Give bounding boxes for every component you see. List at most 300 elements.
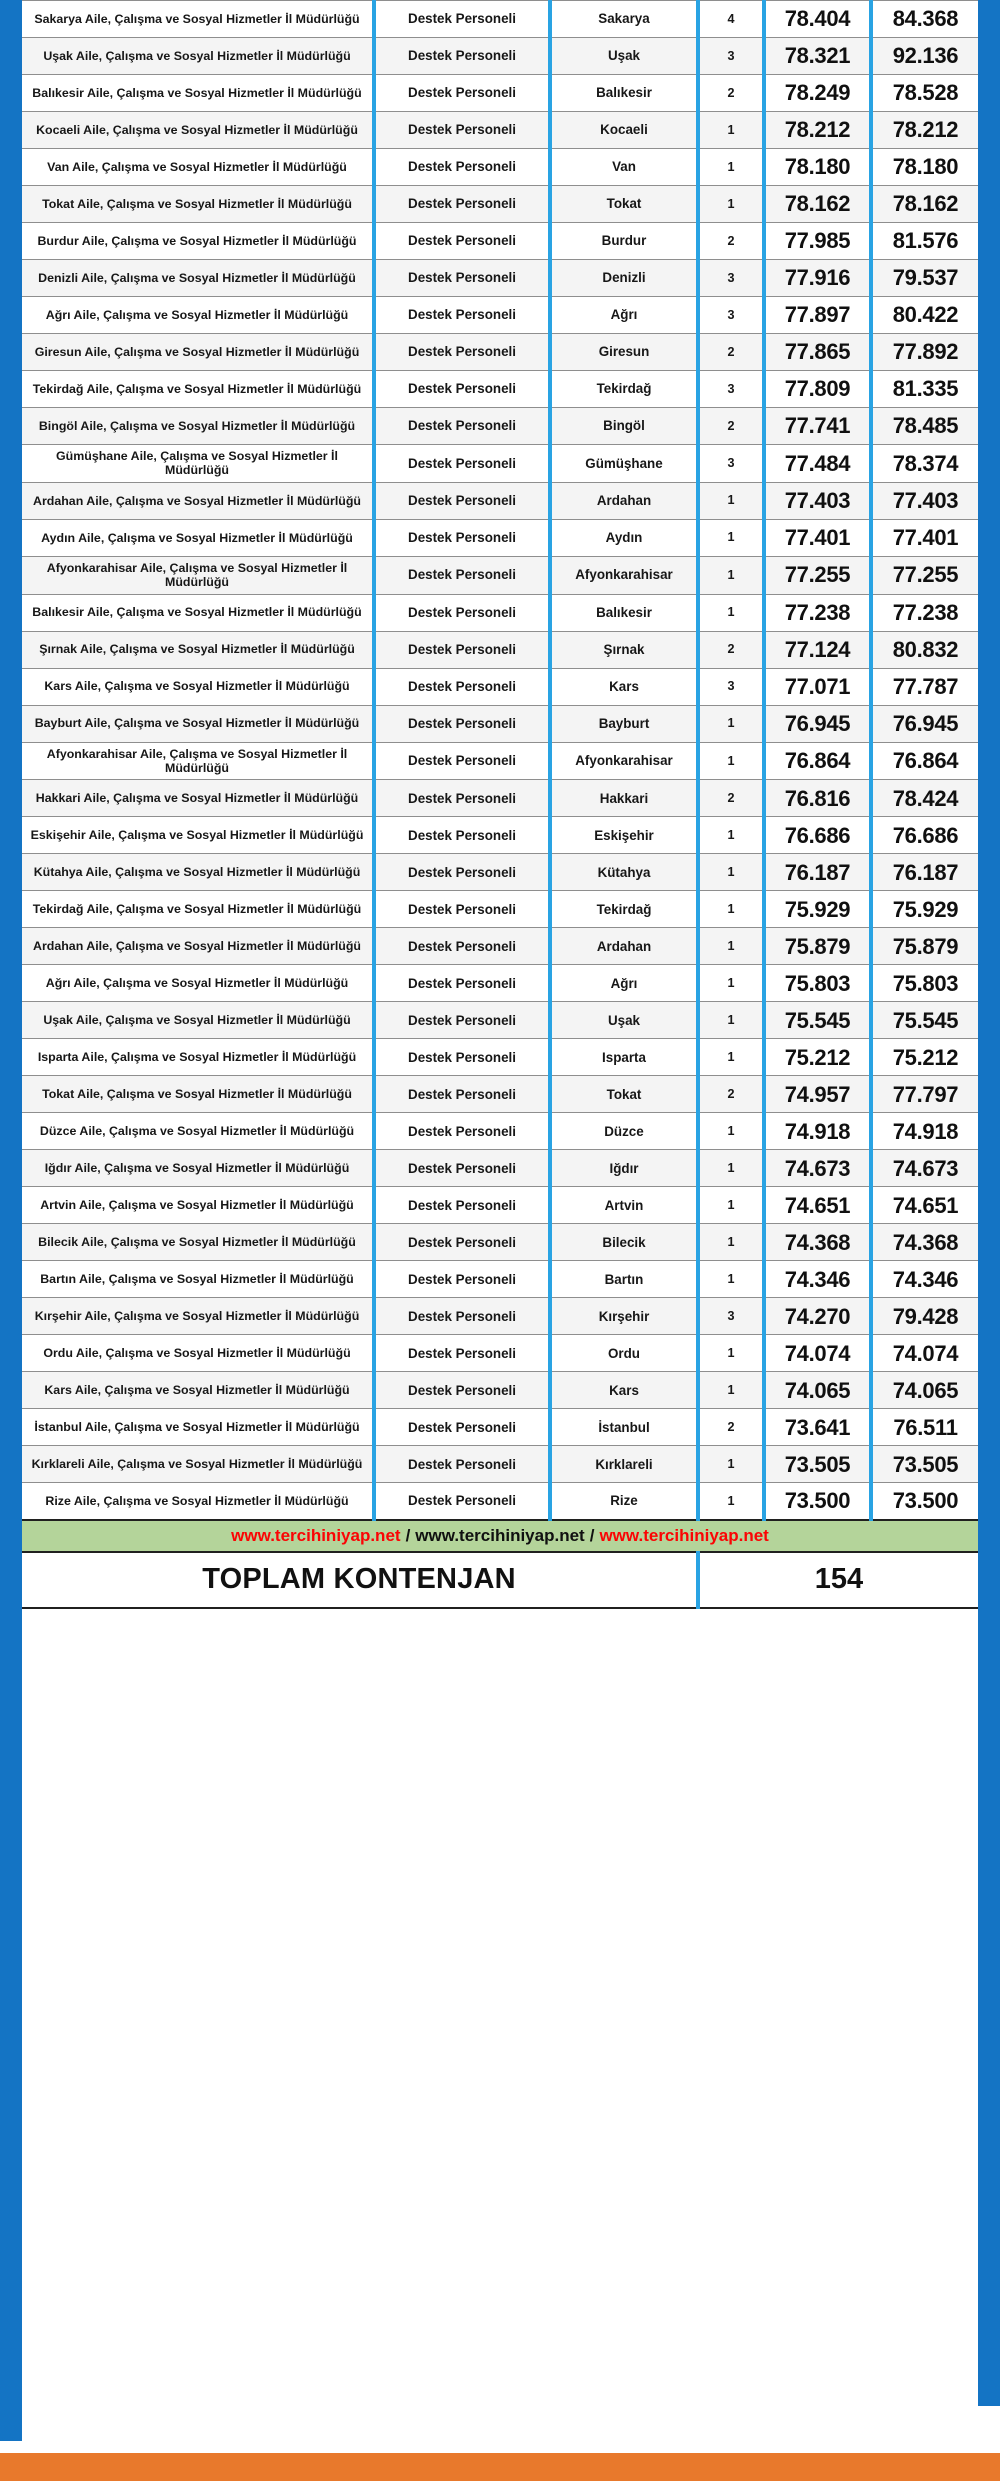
table-row: [22, 742, 978, 780]
cell-max-puan-cell: [871, 891, 978, 928]
cell-il-cell: [550, 1187, 698, 1224]
cell-min-puan: 75.803: [784, 970, 851, 996]
cell-il: Kars: [609, 678, 639, 694]
cell-min-puan-cell: [764, 742, 871, 780]
table-row: [22, 1372, 978, 1409]
cell-unvan-cell: [374, 1298, 550, 1335]
cell-min-puan-cell: [764, 1446, 871, 1483]
cell-kontenjan-cell: [698, 1224, 764, 1261]
cell-min-puan: 74.270: [784, 1303, 851, 1329]
cell-unvan-cell: [374, 1261, 550, 1298]
cell-il: Ordu: [608, 1345, 640, 1361]
cell-min-puan-cell: [764, 1298, 871, 1335]
cell-unvan: Destek Personeli: [408, 1234, 516, 1250]
cell-kurum: Uşak Aile, Çalışma ve Sosyal Hizmetler İl Müdürlüğü: [43, 1013, 351, 1028]
cell-max-puan-cell: [871, 928, 978, 965]
cell-kurum-cell: [22, 1113, 374, 1150]
cell-kurum: Burdur Aile, Çalışma ve Sosyal Hizmetler İl Müdürlüğü: [37, 233, 357, 248]
cell-kontenjan: 1: [727, 1383, 735, 1398]
table-row: [22, 965, 978, 1002]
cell-max-puan: 75.803: [892, 970, 959, 996]
cell-kontenjan: 1: [727, 122, 735, 137]
cell-kurum: Giresun Aile, Çalışma ve Sosyal Hizmetler İl Müdürlüğü: [34, 344, 360, 359]
cell-kurum-cell: [22, 149, 374, 186]
cell-kurum: Isparta Aile, Çalışma ve Sosyal Hizmetler İl Müdürlüğü: [37, 1050, 357, 1065]
table-row: [22, 928, 978, 965]
cell-min-puan: 77.741: [784, 413, 851, 439]
cell-il-cell: [550, 817, 698, 854]
cell-il: Isparta: [602, 1049, 646, 1065]
cell-kontenjan: 2: [727, 1087, 735, 1102]
cell-kurum-cell: [22, 297, 374, 334]
cell-kurum-cell: [22, 519, 374, 556]
cell-il: Kırşehir: [598, 1308, 650, 1324]
cell-il: Rize: [610, 1493, 638, 1509]
cell-il-cell: [550, 408, 698, 445]
cell-min-puan: 77.238: [784, 599, 851, 625]
cell-max-puan-cell: [871, 1446, 978, 1483]
cell-kontenjan: 2: [727, 344, 735, 359]
cell-max-puan-cell: [871, 817, 978, 854]
cell-min-puan: 74.346: [784, 1266, 851, 1292]
cell-kontenjan-cell: [698, 965, 764, 1002]
table-row: [22, 1039, 978, 1076]
cell-max-puan: 76.864: [892, 748, 959, 774]
cell-max-puan-cell: [871, 631, 978, 668]
cell-unvan-cell: [374, 891, 550, 928]
cell-kurum: Denizli Aile, Çalışma ve Sosyal Hizmetler İl Müdürlüğü: [38, 270, 356, 285]
cell-il-cell: [550, 854, 698, 891]
cell-il: Uşak: [607, 48, 640, 64]
cell-kontenjan: 1: [727, 939, 735, 954]
cell-unvan-cell: [374, 223, 550, 260]
cell-kurum-cell: [22, 1372, 374, 1409]
table-row: [22, 1, 978, 38]
cell-kontenjan-cell: [698, 1002, 764, 1039]
cell-min-puan: 77.865: [784, 339, 851, 365]
cell-max-puan: 77.255: [892, 562, 959, 588]
cell-max-puan: 78.528: [892, 80, 959, 106]
cell-min-puan: 74.651: [784, 1192, 851, 1218]
cell-max-puan: 73.505: [892, 1451, 959, 1477]
cell-min-puan: 74.074: [784, 1340, 851, 1366]
cell-kurum-cell: [22, 965, 374, 1002]
cell-unvan: Destek Personeli: [408, 1382, 516, 1398]
cell-unvan: Destek Personeli: [408, 864, 516, 880]
cell-il-cell: [550, 1298, 698, 1335]
cell-kurum-cell: [22, 1002, 374, 1039]
cell-max-puan-cell: [871, 780, 978, 817]
cell-kurum: Balıkesir Aile, Çalışma ve Sosyal Hizmetler İl Müdürlüğü: [32, 85, 362, 100]
cell-min-puan: 77.897: [784, 302, 851, 328]
table-row: [22, 38, 978, 75]
cell-kurum: Bingöl Aile, Çalışma ve Sosyal Hizmetler İl Müdürlüğü: [38, 418, 356, 433]
cell-kontenjan: 1: [727, 828, 735, 843]
cell-kontenjan: 2: [727, 85, 735, 100]
cell-il: Uşak: [607, 1012, 640, 1028]
cell-kurum-cell: [22, 1261, 374, 1298]
table-row: [22, 1261, 978, 1298]
cell-kurum: Kars Aile, Çalışma ve Sosyal Hizmetler İl Müdürlüğü: [44, 679, 350, 694]
cell-kontenjan-cell: [698, 1261, 764, 1298]
cell-unvan: Destek Personeli: [408, 753, 516, 769]
cell-unvan-cell: [374, 297, 550, 334]
cell-unvan: Destek Personeli: [408, 233, 516, 249]
cell-il-cell: [550, 149, 698, 186]
cell-max-puan-cell: [871, 1, 978, 38]
cell-kontenjan-cell: [698, 1, 764, 38]
cell-max-puan-cell: [871, 38, 978, 75]
cell-kontenjan: 3: [727, 48, 735, 63]
cell-il: Ağrı: [610, 307, 638, 323]
cell-kontenjan-cell: [698, 149, 764, 186]
cell-kontenjan: 2: [727, 1420, 735, 1435]
cell-min-puan-cell: [764, 1113, 871, 1150]
cell-max-puan: 77.401: [892, 525, 959, 551]
cell-kurum-cell: [22, 334, 374, 371]
cell-min-puan-cell: [764, 594, 871, 631]
cell-il-cell: [550, 75, 698, 112]
table-row: [22, 149, 978, 186]
cell-min-puan-cell: [764, 149, 871, 186]
cell-il: Kocaeli: [600, 122, 648, 138]
cell-il: Bilecik: [602, 1234, 646, 1250]
cell-il: İstanbul: [598, 1419, 650, 1435]
cell-min-puan-cell: [764, 519, 871, 556]
cell-max-puan: 78.180: [892, 154, 959, 180]
cell-unvan: Destek Personeli: [408, 1049, 516, 1065]
cell-max-puan: 79.537: [892, 265, 959, 291]
cell-min-puan: 76.686: [784, 822, 851, 848]
cell-unvan-cell: [374, 1187, 550, 1224]
cell-kontenjan: 1: [727, 1050, 735, 1065]
cell-min-puan-cell: [764, 186, 871, 223]
cell-min-puan-cell: [764, 631, 871, 668]
cell-kontenjan: 1: [727, 1013, 735, 1028]
cell-unvan: Destek Personeli: [408, 270, 516, 286]
cell-unvan-cell: [374, 668, 550, 705]
kontenjan-table: [22, 0, 978, 1609]
cell-max-puan: 75.545: [892, 1007, 959, 1033]
cell-max-puan: 77.403: [892, 488, 959, 514]
cell-min-puan: 78.162: [784, 191, 851, 217]
table-row: [22, 1298, 978, 1335]
cell-unvan-cell: [374, 1039, 550, 1076]
cell-max-puan-cell: [871, 668, 978, 705]
cell-kontenjan-cell: [698, 1076, 764, 1113]
cell-il: Eskişehir: [594, 827, 654, 843]
cell-il: Hakkari: [599, 790, 649, 806]
cell-unvan: Destek Personeli: [408, 604, 516, 620]
cell-il-cell: [550, 223, 698, 260]
cell-min-puan: 74.957: [784, 1081, 851, 1107]
cell-kontenjan: 4: [727, 11, 735, 26]
cell-kurum: Bartın Aile, Çalışma ve Sosyal Hizmetler İl Müdürlüğü: [40, 1272, 354, 1287]
cell-il: Kırklareli: [595, 1456, 653, 1472]
cell-unvan-cell: [374, 482, 550, 519]
cell-kurum: Rize Aile, Çalışma ve Sosyal Hizmetler İl Müdürlüğü: [45, 1493, 349, 1508]
cell-kurum-cell: [22, 1298, 374, 1335]
cell-unvan-cell: [374, 260, 550, 297]
cell-kurum: Aydın Aile, Çalışma ve Sosyal Hizmetler İl Müdürlüğü: [41, 530, 353, 545]
table-row: [22, 1002, 978, 1039]
cell-min-puan-cell: [764, 1372, 871, 1409]
cell-max-puan-cell: [871, 75, 978, 112]
cell-max-puan: 81.335: [892, 376, 959, 402]
cell-min-puan: 77.403: [784, 488, 851, 514]
cell-max-puan-cell: [871, 1483, 978, 1520]
cell-kontenjan: 3: [727, 270, 735, 285]
cell-unvan: Destek Personeli: [408, 418, 516, 434]
cell-kurum: Tekirdağ Aile, Çalışma ve Sosyal Hizmetler İl Müdürlüğü: [32, 381, 362, 396]
cell-unvan-cell: [374, 556, 550, 594]
right-blue-frame: [978, 0, 1000, 2406]
cell-min-puan-cell: [764, 1076, 871, 1113]
cell-max-puan-cell: [871, 705, 978, 742]
cell-kontenjan: 2: [727, 418, 735, 433]
cell-min-puan: 78.212: [784, 117, 851, 143]
cell-il-cell: [550, 1261, 698, 1298]
cell-min-puan: 74.918: [784, 1118, 851, 1144]
cell-kurum: Kütahya Aile, Çalışma ve Sosyal Hizmetler İl Müdürlüğü: [33, 865, 361, 880]
cell-kurum-cell: [22, 260, 374, 297]
table-row: [22, 631, 978, 668]
cell-unvan: Destek Personeli: [408, 1345, 516, 1361]
cell-kontenjan: 1: [727, 1198, 735, 1213]
cell-min-puan-cell: [764, 445, 871, 483]
cell-unvan-cell: [374, 965, 550, 1002]
cell-unvan: Destek Personeli: [408, 901, 516, 917]
cell-min-puan-cell: [764, 223, 871, 260]
cell-min-puan-cell: [764, 408, 871, 445]
cell-kontenjan: 1: [727, 1235, 735, 1250]
site-link-1[interactable]: www.tercihiniyap.net: [231, 1525, 401, 1545]
cell-kontenjan: 2: [727, 791, 735, 806]
cell-il-cell: [550, 742, 698, 780]
cell-min-puan-cell: [764, 297, 871, 334]
cell-kurum-cell: [22, 928, 374, 965]
cell-max-puan: 74.918: [892, 1118, 959, 1144]
cell-max-puan-cell: [871, 371, 978, 408]
cell-kurum-cell: [22, 742, 374, 780]
cell-max-puan: 81.576: [892, 228, 959, 254]
cell-min-puan: 75.545: [784, 1007, 851, 1033]
cell-il-cell: [550, 371, 698, 408]
cell-kurum: Afyonkarahisar Aile, Çalışma ve Sosyal Hizmetler İl Müdürlüğü: [46, 560, 348, 590]
table-row: [22, 1187, 978, 1224]
cell-max-puan: 76.187: [892, 859, 959, 885]
cell-max-puan: 80.832: [892, 636, 959, 662]
cell-kurum-cell: [22, 1187, 374, 1224]
cell-il-cell: [550, 297, 698, 334]
cell-il: Gümüşhane: [585, 455, 663, 471]
table-row: [22, 1409, 978, 1446]
cell-min-puan: 73.500: [784, 1488, 851, 1514]
cell-il: Giresun: [598, 344, 650, 360]
cell-unvan-cell: [374, 38, 550, 75]
cell-kurum: Artvin Aile, Çalışma ve Sosyal Hizmetler İl Müdürlüğü: [40, 1198, 354, 1213]
table-row: [22, 1224, 978, 1261]
cell-il-cell: [550, 38, 698, 75]
cell-kurum-cell: [22, 112, 374, 149]
cell-unvan-cell: [374, 334, 550, 371]
cell-kurum-cell: [22, 186, 374, 223]
cell-il: Kütahya: [597, 864, 651, 880]
cell-unvan: Destek Personeli: [408, 1012, 516, 1028]
table-row: [22, 668, 978, 705]
cell-kontenjan: 1: [727, 493, 735, 508]
website-banner: [22, 1521, 978, 1551]
cell-kontenjan-cell: [698, 928, 764, 965]
cell-kurum-cell: [22, 556, 374, 594]
table-body: [22, 1, 978, 1520]
cell-il: Iğdır: [609, 1160, 639, 1176]
cell-kontenjan: 1: [727, 196, 735, 211]
table-row: [22, 891, 978, 928]
cell-il-cell: [550, 112, 698, 149]
cell-kontenjan: 1: [727, 530, 735, 545]
cell-kurum: Iğdır Aile, Çalışma ve Sosyal Hizmetler İl Müdürlüğü: [44, 1161, 350, 1176]
cell-max-puan: 79.428: [892, 1303, 959, 1329]
cell-kurum-cell: [22, 891, 374, 928]
cell-kontenjan: 3: [727, 1309, 735, 1324]
cell-unvan-cell: [374, 742, 550, 780]
cell-unvan-cell: [374, 149, 550, 186]
cell-min-puan: 77.985: [784, 228, 851, 254]
cell-unvan: Destek Personeli: [408, 122, 516, 138]
total-quota-label: TOPLAM KONTENJAN: [202, 1563, 516, 1596]
cell-kurum: Kırşehir Aile, Çalışma ve Sosyal Hizmetler İl Müdürlüğü: [34, 1309, 360, 1324]
cell-unvan: Destek Personeli: [408, 85, 516, 101]
table-row: [22, 519, 978, 556]
cell-kurum: Kocaeli Aile, Çalışma ve Sosyal Hizmetler İl Müdürlüğü: [36, 122, 358, 137]
cell-kontenjan-cell: [698, 445, 764, 483]
cell-kontenjan-cell: [698, 260, 764, 297]
cell-il: Bartın: [604, 1271, 644, 1287]
cell-kurum: Uşak Aile, Çalışma ve Sosyal Hizmetler İl Müdürlüğü: [43, 48, 351, 63]
cell-unvan: Destek Personeli: [408, 1308, 516, 1324]
cell-unvan-cell: [374, 445, 550, 483]
cell-kurum-cell: [22, 1224, 374, 1261]
cell-kurum-cell: [22, 1076, 374, 1113]
cell-kurum-cell: [22, 1, 374, 38]
cell-kurum-cell: [22, 1483, 374, 1520]
cell-max-puan: 78.162: [892, 191, 959, 217]
table-row: [22, 186, 978, 223]
cell-il-cell: [550, 186, 698, 223]
cell-kurum-cell: [22, 1446, 374, 1483]
cell-il-cell: [550, 1446, 698, 1483]
cell-kontenjan: 1: [727, 716, 735, 731]
cell-kontenjan: 3: [727, 456, 735, 471]
cell-unvan: Destek Personeli: [408, 938, 516, 954]
cell-kurum: Ağrı Aile, Çalışma ve Sosyal Hizmetler İl Müdürlüğü: [45, 307, 349, 322]
cell-max-puan-cell: [871, 1076, 978, 1113]
cell-kontenjan-cell: [698, 408, 764, 445]
cell-unvan-cell: [374, 1409, 550, 1446]
cell-kurum-cell: [22, 780, 374, 817]
cell-min-puan-cell: [764, 1224, 871, 1261]
table-row: [22, 594, 978, 631]
cell-il: Denizli: [602, 270, 646, 286]
site-link-2[interactable]: www.tercihiniyap.net: [415, 1525, 585, 1545]
cell-kontenjan-cell: [698, 780, 764, 817]
cell-kurum-cell: [22, 223, 374, 260]
cell-min-puan-cell: [764, 112, 871, 149]
cell-kontenjan: 1: [727, 976, 735, 991]
cell-kontenjan-cell: [698, 1409, 764, 1446]
cell-kurum: Ardahan Aile, Çalışma ve Sosyal Hizmetler İl Müdürlüğü: [33, 493, 361, 508]
cell-kurum-cell: [22, 1335, 374, 1372]
cell-min-puan: 77.124: [784, 636, 851, 662]
cell-unvan: Destek Personeli: [408, 1123, 516, 1139]
cell-max-puan: 77.892: [892, 339, 959, 365]
cell-kurum-cell: [22, 371, 374, 408]
cell-il: Kars: [609, 1382, 639, 1398]
cell-unvan: Destek Personeli: [408, 1197, 516, 1213]
bottom-orange-bar: [0, 2453, 1000, 2481]
cell-unvan: Destek Personeli: [408, 715, 516, 731]
cell-kontenjan: 1: [727, 605, 735, 620]
cell-min-puan: 73.641: [784, 1414, 851, 1440]
cell-il-cell: [550, 1076, 698, 1113]
cell-max-puan: 77.238: [892, 599, 959, 625]
cell-il-cell: [550, 780, 698, 817]
table-row: [22, 1076, 978, 1113]
cell-kurum: Bilecik Aile, Çalışma ve Sosyal Hizmetler İl Müdürlüğü: [38, 1235, 356, 1250]
cell-il: Burdur: [601, 233, 647, 249]
cell-kurum-cell: [22, 482, 374, 519]
cell-il-cell: [550, 1113, 698, 1150]
cell-kurum-cell: [22, 631, 374, 668]
cell-unvan-cell: [374, 112, 550, 149]
cell-kontenjan: 1: [727, 1493, 735, 1508]
cell-il-cell: [550, 1039, 698, 1076]
table-row: [22, 1335, 978, 1372]
cell-unvan-cell: [374, 1224, 550, 1261]
cell-il-cell: [550, 1335, 698, 1372]
cell-min-puan-cell: [764, 75, 871, 112]
cell-kontenjan: 1: [727, 1457, 735, 1472]
cell-il-cell: [550, 928, 698, 965]
cell-il: Ardahan: [596, 938, 652, 954]
cell-unvan: Destek Personeli: [408, 678, 516, 694]
cell-il: Bingöl: [603, 418, 645, 434]
cell-kontenjan: 1: [727, 159, 735, 174]
cell-kurum: Hakkari Aile, Çalışma ve Sosyal Hizmetler İl Müdürlüğü: [35, 791, 359, 806]
cell-il: Van: [612, 159, 636, 175]
banner-separator-1: /: [405, 1525, 411, 1545]
cell-max-puan: 76.511: [893, 1414, 958, 1440]
cell-max-puan-cell: [871, 408, 978, 445]
table-row: [22, 1483, 978, 1520]
cell-min-puan-cell: [764, 334, 871, 371]
cell-max-puan-cell: [871, 334, 978, 371]
cell-il: Tekirdağ: [596, 381, 652, 397]
cell-min-puan-cell: [764, 1187, 871, 1224]
cell-kurum: İstanbul Aile, Çalışma ve Sosyal Hizmetler İl Müdürlüğü: [34, 1420, 360, 1435]
cell-max-puan-cell: [871, 1187, 978, 1224]
cell-max-puan: 75.212: [892, 1044, 959, 1070]
table-row: [22, 75, 978, 112]
table-row: [22, 408, 978, 445]
table-row: [22, 1446, 978, 1483]
cell-max-puan: 74.673: [892, 1155, 959, 1181]
cell-il-cell: [550, 1002, 698, 1039]
cell-min-puan-cell: [764, 668, 871, 705]
cell-max-puan: 78.485: [892, 413, 959, 439]
site-link-3[interactable]: www.tercihiniyap.net: [599, 1525, 769, 1545]
